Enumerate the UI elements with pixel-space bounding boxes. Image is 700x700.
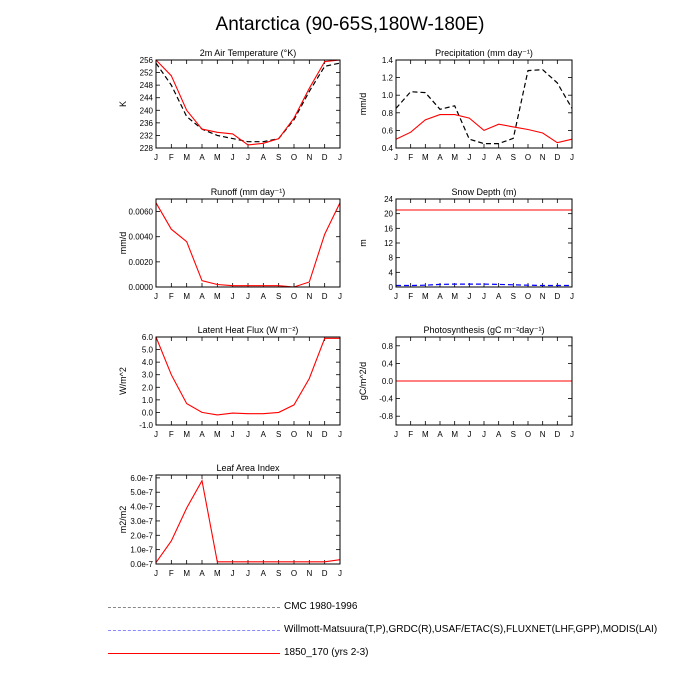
y-tick-label: 0.4 [381,144,393,153]
x-tick-label: O [290,292,298,301]
y-tick-label: 236 [139,118,153,128]
y-tick-label: 1.0 [141,395,153,405]
panel-title: Latent Heat Flux (W m⁻²) [197,325,299,335]
x-tick-label: J [394,292,398,301]
series-line-0 [156,203,340,287]
y-tick-label: -0.8 [379,412,393,422]
x-tick-label: J [230,430,235,439]
panel-title: Precipitation (mm day⁻¹) [435,48,533,58]
x-tick-label: J [230,153,235,162]
x-tick-label: D [554,153,561,162]
chart-panel-0 [118,48,342,162]
y-tick-label: 3.0e-7 [130,516,153,526]
x-tick-label: M [213,292,221,301]
x-tick-label: N [306,292,313,301]
x-tick-label: J [246,430,250,439]
x-tick-label: J [467,153,472,162]
x-tick-label: M [451,292,459,301]
x-tick-label: N [539,292,546,301]
x-tick-label: O [524,292,532,301]
y-axis-label: m [358,239,368,247]
y-tick-label: 1.4 [381,56,393,65]
plot-frame [156,475,340,564]
x-tick-label: F [168,430,174,439]
x-tick-label: J [570,430,574,439]
chart-panel-6 [118,463,342,578]
y-tick-label: -0.4 [379,394,393,404]
x-tick-label: A [260,292,267,301]
x-tick-label: J [338,153,342,162]
x-tick-label: F [408,430,414,439]
panel-title: Snow Depth (m) [451,187,517,197]
x-tick-label: J [482,430,486,439]
x-tick-label: A [260,430,267,439]
x-tick-label: F [408,153,414,162]
y-tick-label: 20 [384,209,393,219]
y-tick-label: 3.0 [141,370,153,380]
y-tick-label: 0.4 [381,359,393,369]
x-tick-label: J [154,569,158,578]
x-tick-label: N [306,430,313,439]
x-tick-label: A [260,153,267,162]
y-tick-label: 4.0e-7 [130,502,153,512]
x-tick-label: N [306,153,313,162]
x-tick-label: A [437,430,443,439]
chart-panel-1 [358,48,574,162]
x-tick-label: D [321,569,328,578]
y-axis-label: mm/d [358,92,368,116]
y-tick-label: 0 [388,283,393,292]
x-tick-label: A [495,292,502,301]
x-tick-label: J [394,153,398,162]
panels [118,48,574,578]
x-tick-label: J [246,292,250,301]
x-tick-label: D [321,153,328,162]
x-tick-label: A [495,153,502,162]
x-tick-label: N [539,153,546,162]
x-tick-label: J [570,153,574,162]
x-tick-label: F [168,292,174,301]
x-tick-label: M [213,569,221,578]
y-tick-label: 240 [139,106,153,116]
x-tick-label: A [199,569,205,578]
y-tick-label: 2.0e-7 [130,531,153,541]
y-tick-label: 0.0040 [128,232,153,242]
y-axis-label: gC/m^2/d [358,361,368,401]
x-tick-label: M [183,569,191,578]
x-tick-label: D [321,292,328,301]
y-tick-label: 248 [139,81,153,91]
series-line-0 [396,70,572,144]
panel-title: Leaf Area Index [216,463,280,473]
y-tick-label: 0.0020 [128,257,153,267]
x-tick-label: M [451,153,459,162]
x-tick-label: A [199,292,205,301]
x-tick-label: J [154,292,158,301]
x-tick-label: J [394,430,398,439]
x-tick-label: N [306,569,313,578]
y-tick-label: 1.0 [381,91,393,101]
x-tick-label: F [168,569,174,578]
panel-title: Photosynthesis (gC m⁻²day⁻¹) [423,325,545,335]
x-tick-label: O [290,569,298,578]
x-tick-label: J [467,292,472,301]
y-tick-label: 16 [384,224,393,234]
x-tick-label: A [437,292,443,301]
x-tick-label: M [421,430,429,439]
x-tick-label: J [570,292,574,301]
x-tick-label: J [338,292,342,301]
y-tick-label: 0.0 [381,377,393,386]
x-tick-label: D [554,430,561,439]
y-tick-label: 0.0e-7 [130,560,153,569]
x-tick-label: O [290,430,298,439]
x-tick-label: A [437,153,443,162]
y-tick-label: 1.2 [381,73,393,83]
y-tick-label: 6.0 [141,333,153,342]
plot-frame [396,199,572,287]
x-tick-label: J [230,569,235,578]
y-tick-label: 8 [388,253,393,263]
figure-title: Antarctica (90-65S,180W-180E) [215,14,485,35]
y-tick-label: 0.0000 [128,283,153,292]
y-tick-label: 6.0e-7 [130,473,153,483]
legend-label: Willmott-Matsuura(T,P),GRDC(R),USAF/ETAC(S),FLUXNET(LHF,GPP),MODIS(LAI) [284,624,658,635]
x-tick-label: S [510,153,517,162]
x-tick-label: S [275,569,282,578]
series-line-1 [396,115,572,143]
x-tick-label: J [482,153,486,162]
y-tick-label: 1.0e-7 [130,545,153,555]
plot-frame [156,337,340,425]
y-tick-label: 0.0 [141,408,153,418]
y-tick-label: 0.6 [381,126,393,136]
x-tick-label: J [230,292,235,301]
x-tick-label: A [495,430,502,439]
x-tick-label: O [524,153,532,162]
series-line-1 [156,60,340,145]
x-tick-label: J [482,292,486,301]
y-tick-label: 12 [384,239,393,248]
x-tick-label: S [275,153,282,162]
y-tick-label: 0.8 [381,108,393,118]
y-tick-label: 256 [139,56,153,65]
x-tick-label: O [290,153,298,162]
x-tick-label: S [275,292,282,301]
x-tick-label: J [338,569,342,578]
y-tick-label: 244 [139,93,153,103]
x-tick-label: D [554,292,561,301]
y-tick-label: 2.0 [141,383,153,393]
chart-panel-2 [118,187,342,301]
y-tick-label: 0.0060 [128,207,153,217]
x-tick-label: A [260,569,267,578]
x-tick-label: S [275,430,282,439]
series-line-0 [156,481,340,563]
x-tick-label: S [510,292,517,301]
y-tick-label: 4.0 [141,358,153,368]
chart-panel-5 [358,325,574,439]
legend-line-icon [108,653,280,654]
x-tick-label: M [183,292,191,301]
y-axis-label: mm/d [118,231,128,255]
legend-line-icon [108,630,280,631]
x-tick-label: J [338,430,342,439]
y-tick-label: 4 [388,268,393,278]
x-tick-label: S [510,430,517,439]
panel-title: Runoff (mm day⁻¹) [210,187,286,197]
y-tick-label: 5.0 [141,345,153,355]
x-tick-label: F [408,292,414,301]
y-tick-label: 24 [384,195,393,204]
x-tick-label: A [199,153,205,162]
x-tick-label: A [199,430,205,439]
x-tick-label: J [246,153,250,162]
y-tick-label: 5.0e-7 [130,488,153,498]
x-tick-label: M [213,153,221,162]
series-line-0 [156,337,340,415]
x-tick-label: M [451,430,459,439]
panel-title: 2m Air Temperature (°K) [199,48,297,58]
x-tick-label: M [183,430,191,439]
legend-label: 1850_170 (yrs 2-3) [284,647,369,658]
y-tick-label: -1.0 [139,421,153,430]
x-tick-label: M [213,430,221,439]
y-tick-label: 232 [139,131,153,141]
x-tick-label: M [421,292,429,301]
chart-panel-4 [118,325,342,439]
x-tick-label: J [467,430,472,439]
x-tick-label: D [321,430,328,439]
y-axis-label: W/m^2 [118,367,128,395]
x-tick-label: J [246,569,250,578]
y-tick-label: 0.8 [381,341,393,351]
x-tick-label: F [168,153,174,162]
x-tick-label: O [524,430,532,439]
y-tick-label: 252 [139,68,153,78]
y-tick-label: 228 [139,144,153,153]
x-tick-label: N [539,430,546,439]
x-tick-label: M [183,153,191,162]
legend-line-icon [108,607,280,608]
chart-panel-3 [358,187,574,301]
y-axis-label: m2/m2 [118,505,128,534]
legend-label: CMC 1980-1996 [284,601,358,612]
x-tick-label: J [154,153,158,162]
x-tick-label: J [154,430,158,439]
x-tick-label: M [421,153,429,162]
y-axis-label: K [118,100,128,108]
